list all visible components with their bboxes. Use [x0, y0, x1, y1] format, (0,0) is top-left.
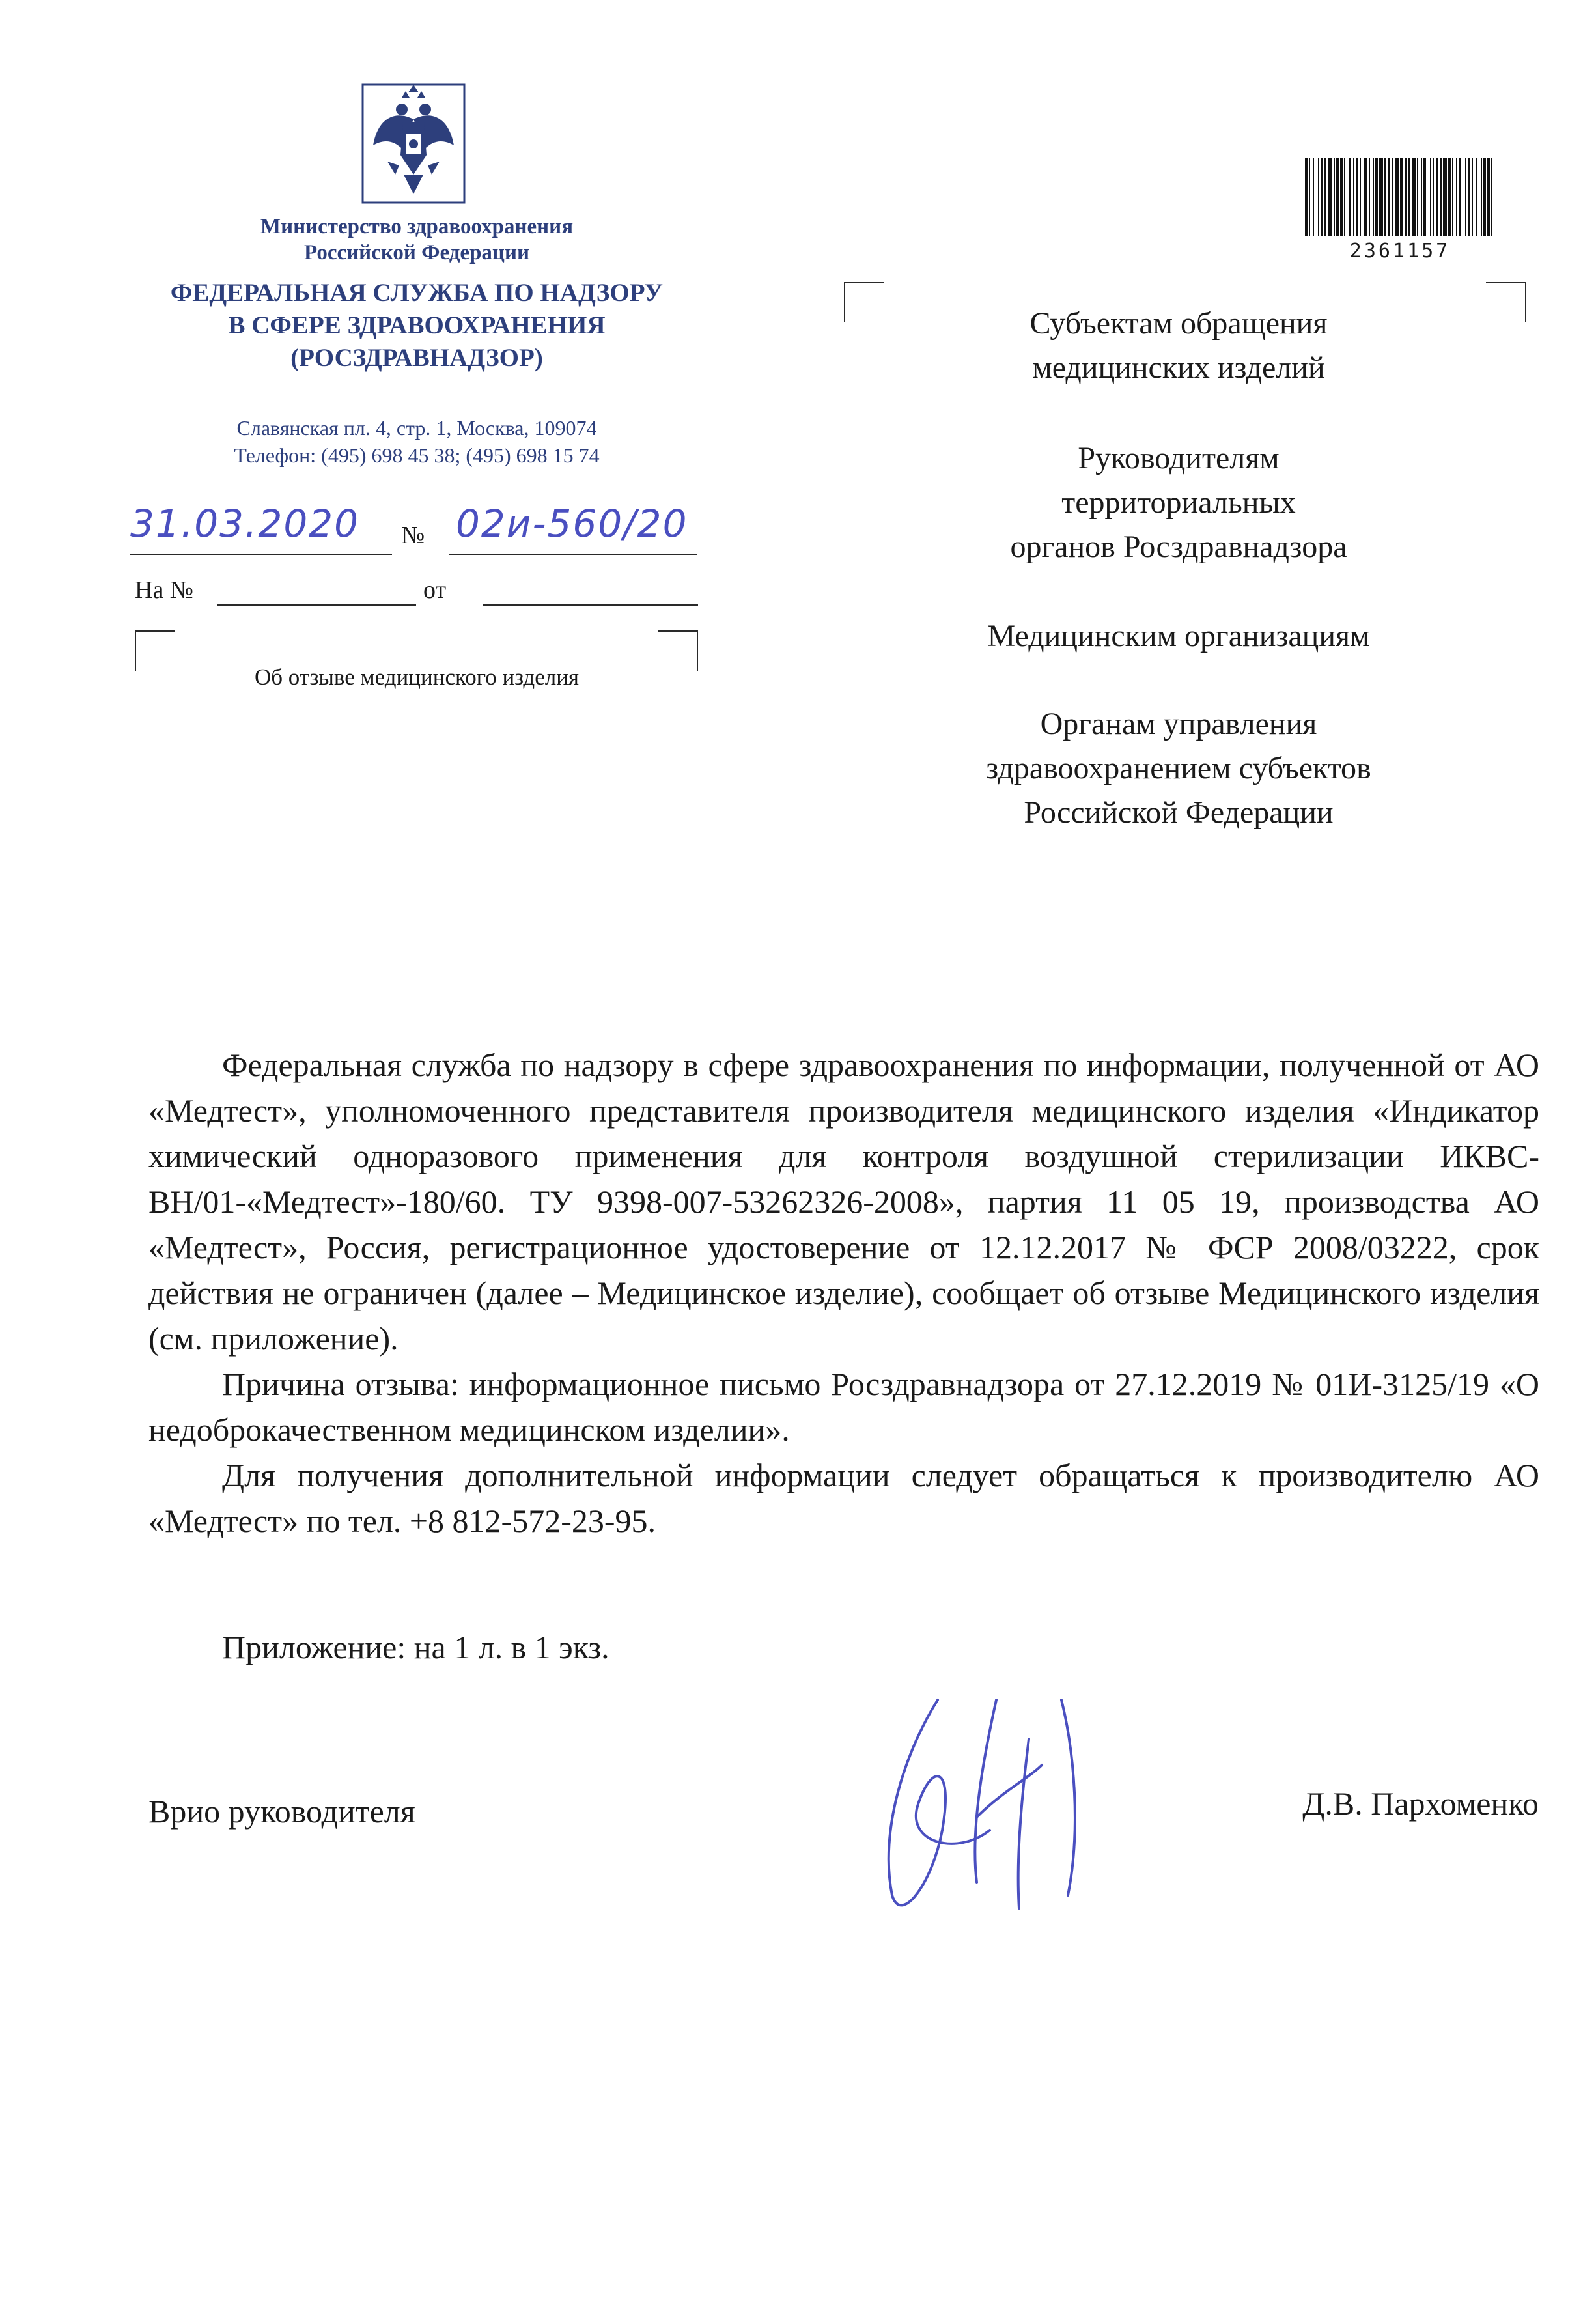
- letter-body: [148, 1042, 1539, 1544]
- barcode-bar: [1360, 158, 1361, 236]
- barcode-bar: [1436, 158, 1438, 236]
- barcode-bar: [1417, 158, 1418, 236]
- barcode-bar: [1373, 158, 1374, 236]
- barcode-bar: [1384, 158, 1386, 236]
- barcode-bar: [1456, 158, 1457, 236]
- letterhead-contacts: [130, 414, 703, 469]
- barcode-number: 2361157: [1349, 240, 1451, 262]
- barcode-bar: [1364, 158, 1367, 236]
- barcode-bar: [1433, 158, 1434, 236]
- barcode-bar: [1324, 158, 1326, 236]
- recipient-3: [912, 614, 1446, 658]
- recipient-2-line-1: Руководителям: [1078, 441, 1280, 475]
- handwritten-date: 31.03.2020: [130, 502, 360, 546]
- service-line-3: (РОСЗДРАВНАДЗОР): [290, 344, 543, 372]
- barcode-bar: [1483, 158, 1486, 236]
- barcode-bar: [1328, 158, 1332, 236]
- barcode-bar: [1340, 158, 1343, 236]
- barcode-bar: [1379, 158, 1383, 236]
- barcode-bar: [1468, 158, 1470, 236]
- barcode-bar: [1443, 158, 1447, 236]
- russian-coat-of-arms-icon: [361, 83, 466, 204]
- barcode-bar: [1459, 158, 1461, 236]
- body-paragraph-2: Причина отзыва: информационное письмо Росздравнадзора от 27.12.2019 № 01И-3125/19 «О недоброкачественном медицинском изделии».: [148, 1366, 1539, 1448]
- recipient-1-line-2: медицинских изделий: [1032, 350, 1325, 385]
- from-label: от: [423, 576, 447, 604]
- barcode-bar: [1421, 158, 1422, 236]
- recipient-bracket-left: [844, 282, 884, 322]
- recipient-2-line-2: территориальных: [1061, 485, 1296, 520]
- barcode-bar: [1491, 158, 1492, 236]
- number-underline: [449, 554, 697, 555]
- phone: Телефон: (495) 698 45 38; (495) 698 15 74: [234, 444, 600, 467]
- barcode-bar: [1318, 158, 1319, 236]
- barcode-bar: [1440, 158, 1442, 236]
- barcode-bar: [1356, 158, 1358, 236]
- barcode-bar: [1476, 158, 1477, 236]
- recipient-4-line-3: Российской Федерации: [1024, 795, 1334, 830]
- barcode-bar: [1452, 158, 1453, 236]
- from-underline: [483, 604, 698, 606]
- barcode-bar: [1353, 158, 1354, 236]
- barcode-bar: [1412, 158, 1416, 236]
- barcode-bar: [1375, 158, 1378, 236]
- barcode-bar: [1309, 158, 1310, 236]
- barcode-bar: [1392, 158, 1393, 236]
- barcode-bar: [1405, 158, 1407, 236]
- signer-name: Д.В. Пархоменко: [1302, 1785, 1539, 1822]
- barcode-bar: [1313, 158, 1314, 236]
- body-paragraph-1: Федеральная служба по надзору в сфере здравоохранения по информации, полученной от АО «Медтест», уполномоченного представителя производителя медицинского изделия «Индикатор химический одноразового применения для контроля воздушной стерилизации ИКВС-ВН/01-«Медтест»-180/60. ТУ 9398-007-53262326-2008», партия 11 05 19, производства АО «Медтест», Россия, регистрационное удостоверение от 12.12.2017 № ФСР 2008/03222, срок действия не ограничен (далее – Медицинское изделие), сообщает об отзыве Медицинского изделия (см. приложение).: [148, 1047, 1539, 1357]
- barcode-bar: [1430, 158, 1431, 236]
- ministry-line-1: Министерство здравоохранения: [260, 215, 574, 238]
- handwritten-number: 02и-560/20: [456, 502, 688, 546]
- recipient-bracket-right: [1486, 282, 1526, 322]
- barcode-bar: [1400, 158, 1403, 236]
- barcode-bar: [1395, 158, 1399, 236]
- body-paragraph-3: Для получения дополнительной информации следует обращаться к производителю АО «Медтест» по тел. +8 812-572-23-95.: [148, 1457, 1539, 1539]
- recipient-4-line-2: здравоохранением субъектов: [986, 751, 1371, 785]
- barcode-bar: [1487, 158, 1490, 236]
- signer-title: Врио руководителя: [148, 1793, 415, 1830]
- recipient-4-line-1: Органам управления: [1040, 707, 1317, 741]
- handwritten-signature-icon: [866, 1661, 1113, 1934]
- barcode-bar: [1321, 158, 1323, 236]
- barcode-bar: [1465, 158, 1466, 236]
- barcode-bar: [1481, 158, 1482, 236]
- address: Славянская пл. 4, стр. 1, Москва, 109074: [236, 416, 597, 440]
- recipient-1-line-1: Субъектам обращения: [1029, 306, 1328, 341]
- barcode-bar: [1472, 158, 1473, 236]
- recipient-1: [912, 302, 1446, 390]
- number-label: №: [401, 522, 425, 549]
- barcode-icon: [1302, 158, 1498, 240]
- barcode-bar: [1423, 158, 1426, 236]
- appendix-note: Приложение: на 1 л. в 1 экз.: [222, 1629, 609, 1665]
- recipient-4: [912, 702, 1446, 835]
- barcode-bar: [1336, 158, 1339, 236]
- barcode-bar: [1408, 158, 1410, 236]
- barcode-bar: [1369, 158, 1370, 236]
- subject-line: Об отзыве медицинского изделия: [254, 664, 580, 690]
- service-name: [104, 277, 729, 374]
- barcode-bar: [1334, 158, 1335, 236]
- recipient-3-line-1: Медицинским организациям: [987, 619, 1370, 653]
- recipient-2: [912, 436, 1446, 569]
- service-line-1: ФЕДЕРАЛЬНАЯ СЛУЖБА ПО НАДЗОРУ: [170, 279, 664, 307]
- reply-underline: [217, 604, 416, 606]
- date-underline: [130, 554, 392, 555]
- barcode-bar: [1349, 158, 1351, 236]
- ministry-name: [130, 214, 703, 266]
- recipient-2-line-3: органов Росздравнадзора: [1010, 530, 1347, 564]
- ministry-line-2: Российской Федерации: [304, 241, 529, 264]
- barcode-bar: [1388, 158, 1390, 236]
- reply-label: На №: [135, 576, 194, 604]
- service-line-2: В СФЕРЕ ЗДРАВООХРАНЕНИЯ: [228, 311, 606, 339]
- barcode-bar: [1344, 158, 1345, 236]
- barcode-bar: [1448, 158, 1451, 236]
- barcode-bar: [1305, 158, 1308, 236]
